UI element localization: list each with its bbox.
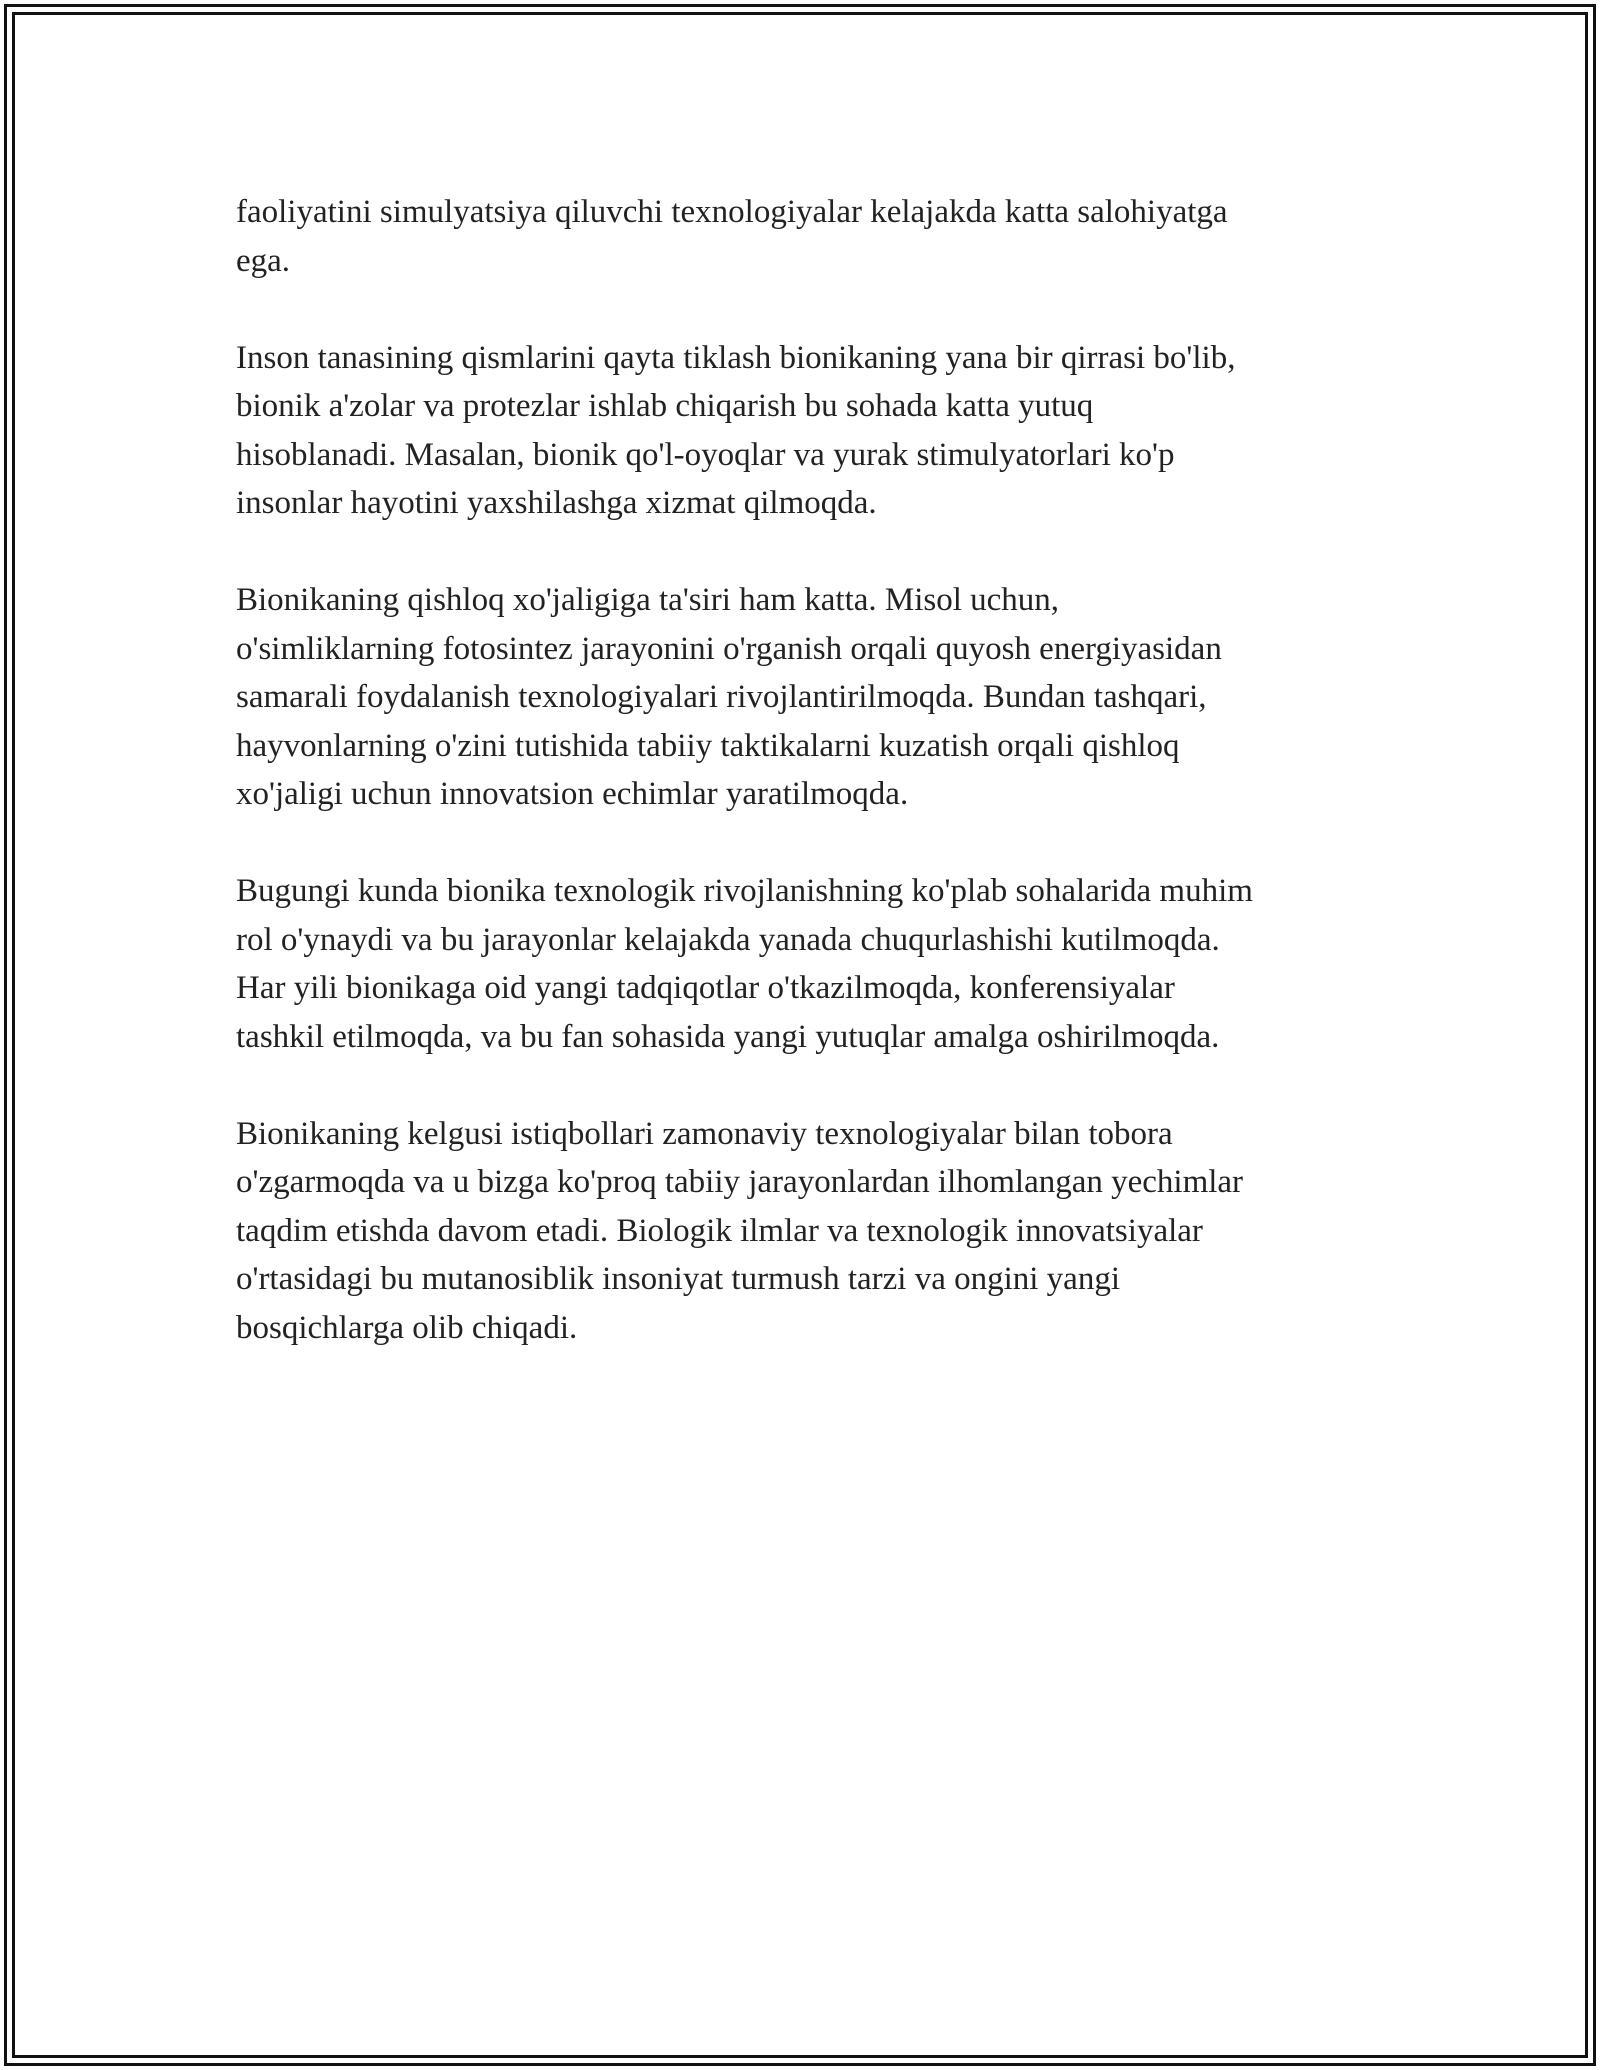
paragraph-1: faoliyatini simulyatsiya qiluvchi texnologiyalar kelajakda katta salohiyatga ega.	[236, 194, 1228, 279]
paragraph-2: Inson tanasining qismlarini qayta tiklash bionikaning yana bir qirrasi bo'lib, bionik a'zolar va protezlar ishlab chiqarish bu sohada katta yutuq hisoblanadi. Masalan, bionik qo'l-oyoqlar va yurak stimulyatorlari ko'p insonlar hayotini yaxshilashga xizmat qilmoqda.	[236, 339, 1236, 521]
paragraph-5: Bionikaning kelgusi istiqbollari zamonaviy texnologiyalar bilan tobora o'zgarmoqda va u bizga ko'proq tabiiy jarayonlardan ilhomlangan yechimlar taqdim etishda davom etadi. Biologik ilmlar va texnologik innovatsiyalar o'rtasidagi bu mutanosiblik insoniyat turmush tarzi va ongini yangi bosqichlarga olib chiqadi.	[236, 1115, 1244, 1346]
document-body	[236, 188, 1376, 1401]
paragraph-3: Bionikaning qishloq xo'jaligiga ta'siri ham katta. Misol uchun, o'simliklarning fotosintez jarayonini o'rganish orqali quyosh energiyasidan samarali foydalanish texnologiyalari rivojlantirilmoqda. Bundan tashqari, hayvonlarning o'zini tutishida tabiiy taktikalarni kuzatish orqali qishloq xo'jaligi uchun innovatsion echimlar yaratilmoqda.	[236, 582, 1222, 812]
paragraph-4: Bugungi kunda bionika texnologik rivojlanishning ko'plab sohalarida muhim rol o'ynaydi va bu jarayonlar kelajakda yanada chuqurlashishi kutilmoqda. Har yili bionikaga oid yangi tadqiqotlar o'tkazilmoqda, konferensiyalar tashkil etilmoqda, va bu fan sohasida yangi yutuqlar amalga oshirilmoqda.	[236, 873, 1253, 1055]
